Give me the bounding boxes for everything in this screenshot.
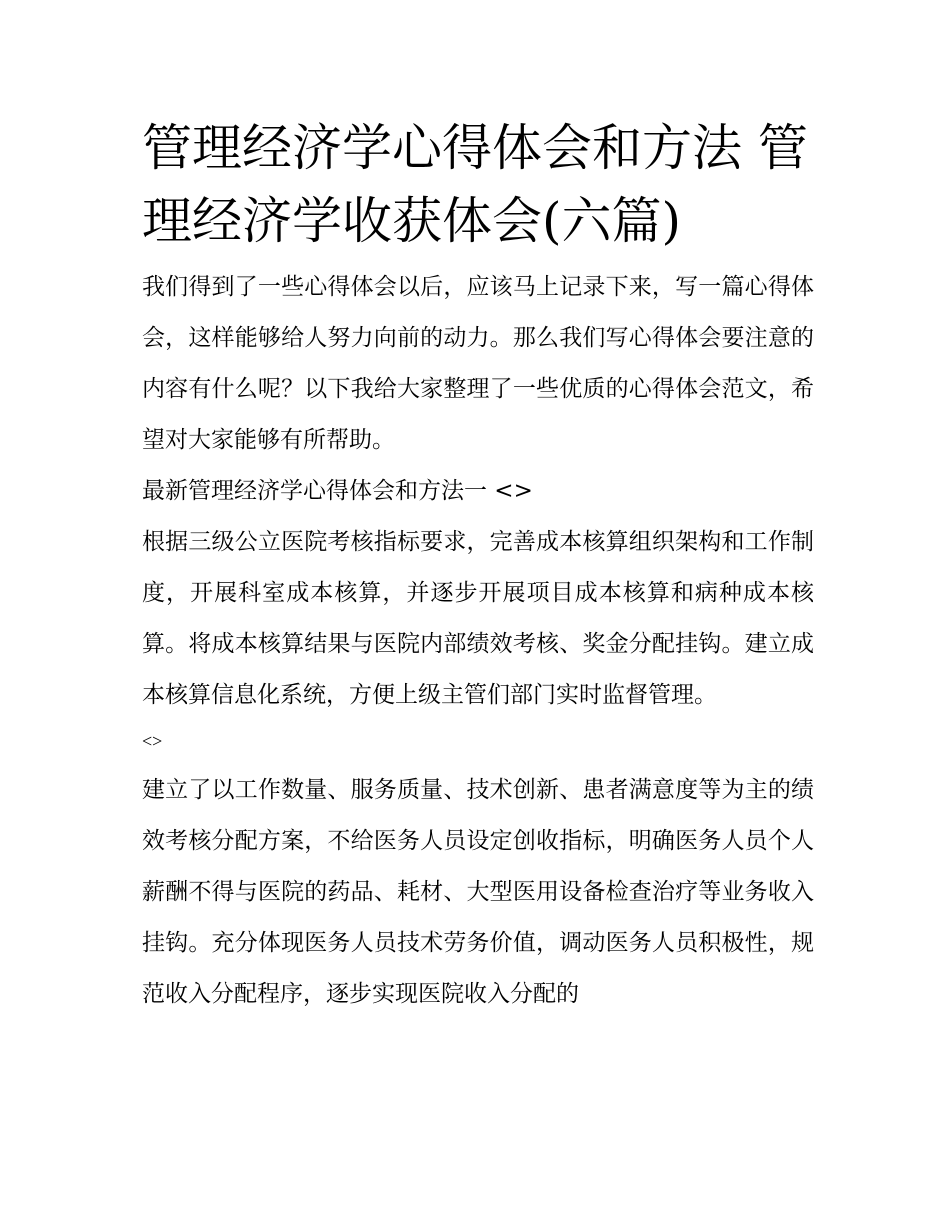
intro-paragraph: 我们得到了一些心得体会以后，应该马上记录下来，写一篇心得体会，这样能够给人努力向前的动力。那么我们写心得体会要注意的内容有什么呢？以下我给大家整理了一些优质的心得体会范文，希望对大家能够有所帮助。 [142,274,814,453]
document-content [142,112,814,1020]
body-paragraph-1: 根据三级公立医院考核指标要求，完善成本核算组织架构和工作制度，开展科室成本核算，并逐步开展项目成本核算和病种成本核算。将成本核算结果与医院内部绩效考核、奖金分配挂钩。建立成本核算信息化系统，方便上级主管们部门实时监督管理。 [142,529,814,708]
document-title: 管理经济学心得体会和方法 管理经济学收获体会(六篇) [142,119,808,250]
marker-text: <> [142,731,163,751]
section-heading: 最新管理经济学心得体会和方法一 <> [142,478,533,504]
body-paragraph-2: 建立了以工作数量、服务质量、技术创新、患者满意度等为主的绩效考核分配方案，不给医务人员设定创收指标，明确医务人员个人薪酬不得与医院的药品、耗材、大型医用设备检查治疗等业务收入挂钩。充分体现医务人员技术劳务价值，调动医务人员积极性，规范收入分配程序，逐步实现医院收入分配的 [142,777,814,1007]
